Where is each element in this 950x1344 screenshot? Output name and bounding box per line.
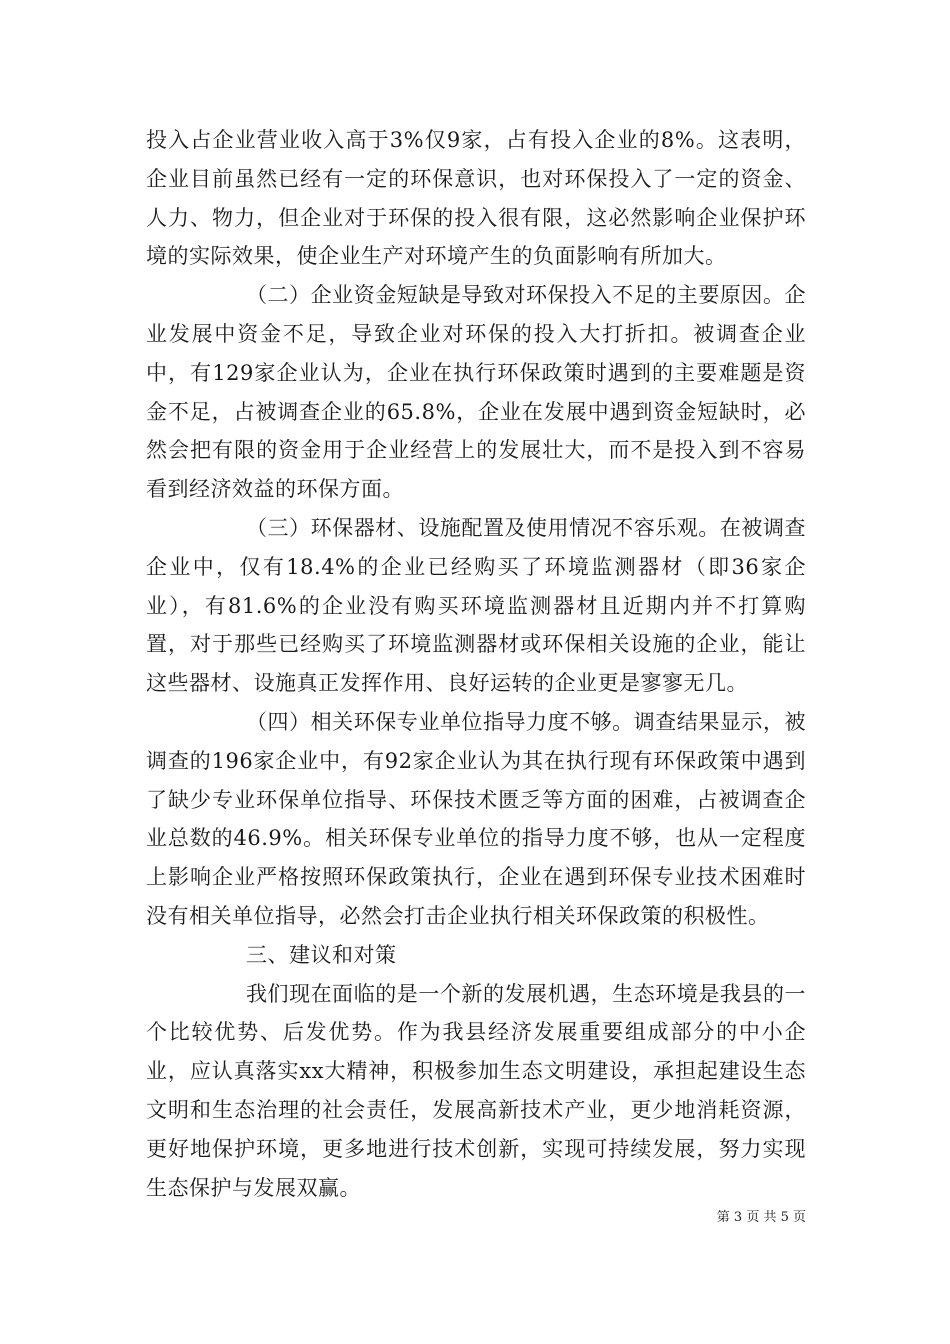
page-indicator: 第 3 页 共 5 页 xyxy=(716,1210,806,1225)
paragraph-section-3: （三）环保器材、设施配置及使用情况不容乐观。在被调查企业中，仅有18.4%的企业已经购买了环境监测器材（即36家企业），有81.6%的企业没有购买环境监测器材且近期内并不打算购置，对于那些已经购买了环境监测器材或环保相关设施的企业，能让这些器材、设施真正发挥作用、良好运转的企业更是寥寥无几。 xyxy=(146,515,806,696)
paragraph-section-2: （二）企业资金短缺是导致对环保投入不足的主要原因。企业发展中资金不足，导致企业对环保的投入大打折扣。被调查企业中，有129家企业认为，企业在执行环保政策时遇到的主要难题是资金不足，占被调查企业的65.8%，企业在发展中遇到资金短缺时，必然会把有限的资金用于企业经营上的发展壮大，而不是投入到不容易看到经济效益的环保方面。 xyxy=(146,283,806,502)
paragraph-section-4: （四）相关环保专业单位指导力度不够。调查结果显示，被调查的196家企业中，有92家企业认为其在执行现有环保政策中遇到了缺少专业环保单位指导、环保技术匮乏等方面的困难，占被调查企业总数的46.9%。相关环保专业单位的指导力度不够，也从一定程度上影响企业严格按照环保政策执行，企业在遇到环保专业技术困难时没有相关单位指导，必然会打击企业执行相关环保政策的积极性。 xyxy=(146,709,806,928)
paragraph-closing: 我们现在面临的是一个新的发展机遇，生态环境是我县的一个比较优势、后发优势。作为我县经济发展重要组成部分的中小企业，应认真落实xx大精神，积极参加生态文明建设，承担起建设生态文明和生态治理的社会责任，发展高新技术产业，更少地消耗资源，更好地保护环境，更多地进行技术创新，实现可持续发展，努力实现生态保护与发展双赢。 xyxy=(146,981,806,1200)
paragraph-continuation: 投入占企业营业收入高于3%仅9家，占有投入企业的8%。这表明，企业目前虽然已经有一定的环保意识，也对环保投入了一定的资金、人力、物力，但企业对于环保的投入很有限，这必然影响企业保护环境的实际效果，使企业生产对环境产生的负面影响有所加大。 xyxy=(146,128,806,269)
document-body xyxy=(146,121,806,1207)
section-heading: 三、建议和对策 xyxy=(246,942,397,967)
